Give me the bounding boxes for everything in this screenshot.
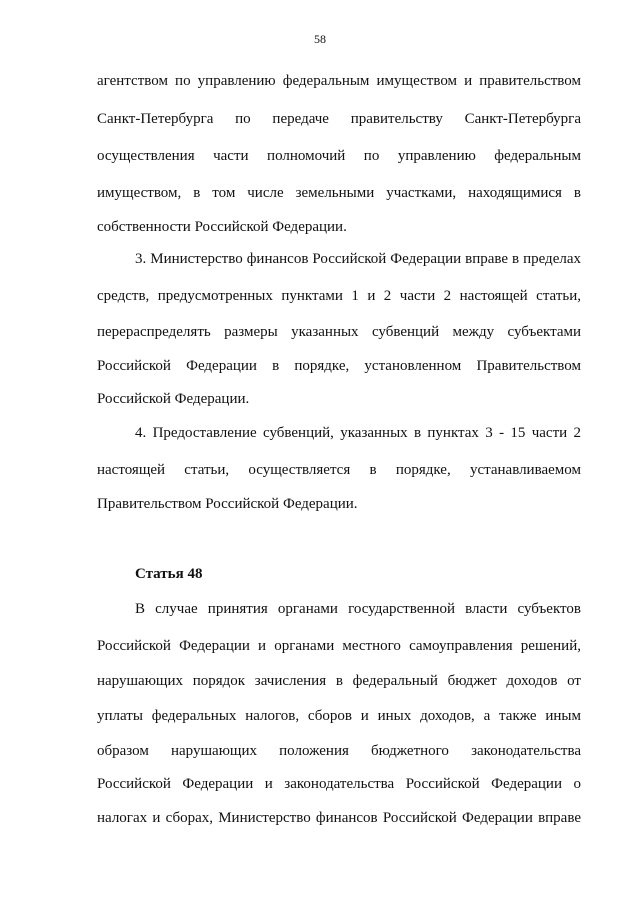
text-line: агентством по управлению федеральным имуществом и правительством	[97, 73, 581, 89]
text-line: Российской Федерации.	[97, 391, 250, 407]
text-line: осуществления части полномочий по управлению федеральным	[97, 148, 581, 164]
text-line: Правительством Российской Федерации.	[97, 496, 358, 512]
text-line: Российской Федерации и органами местного самоуправления решений,	[97, 638, 581, 654]
page-number: 58	[314, 32, 326, 46]
text-line: средств, предусмотренных пунктами 1 и 2 части 2 настоящей статьи,	[97, 288, 581, 304]
text-line: 3. Министерство финансов Российской Федерации вправе в пределах	[135, 251, 581, 267]
text-line: имуществом, в том числе земельными участками, находящимися в	[97, 185, 581, 201]
article-heading: Статья 48	[135, 566, 203, 582]
text-line: нарушающих порядок зачисления в федеральный бюджет доходов от	[97, 673, 581, 689]
text-line: перераспределять размеры указанных субвенций между субъектами	[97, 324, 581, 340]
text-line: собственности Российской Федерации.	[97, 219, 347, 235]
text-line: налогах и сборах, Министерство финансов Российской Федерации вправе	[97, 810, 581, 826]
text-line: Российской Федерации в порядке, установленном Правительством	[97, 358, 581, 374]
text-line: Санкт-Петербурга по передаче правительству Санкт-Петербурга	[97, 111, 581, 127]
text-line: Российской Федерации и законодательства Российской Федерации о	[97, 776, 581, 792]
text-line: В случае принятия органами государственной власти субъектов	[135, 601, 581, 617]
text-line: 4. Предоставление субвенций, указанных в пунктах 3 - 15 части 2	[135, 425, 581, 441]
text-line: образом нарушающих положения бюджетного законодательства	[97, 743, 581, 759]
text-line: настоящей статьи, осуществляется в порядке, устанавливаемом	[97, 462, 581, 478]
text-line: уплаты федеральных налогов, сборов и иных доходов, а также иным	[97, 708, 581, 724]
